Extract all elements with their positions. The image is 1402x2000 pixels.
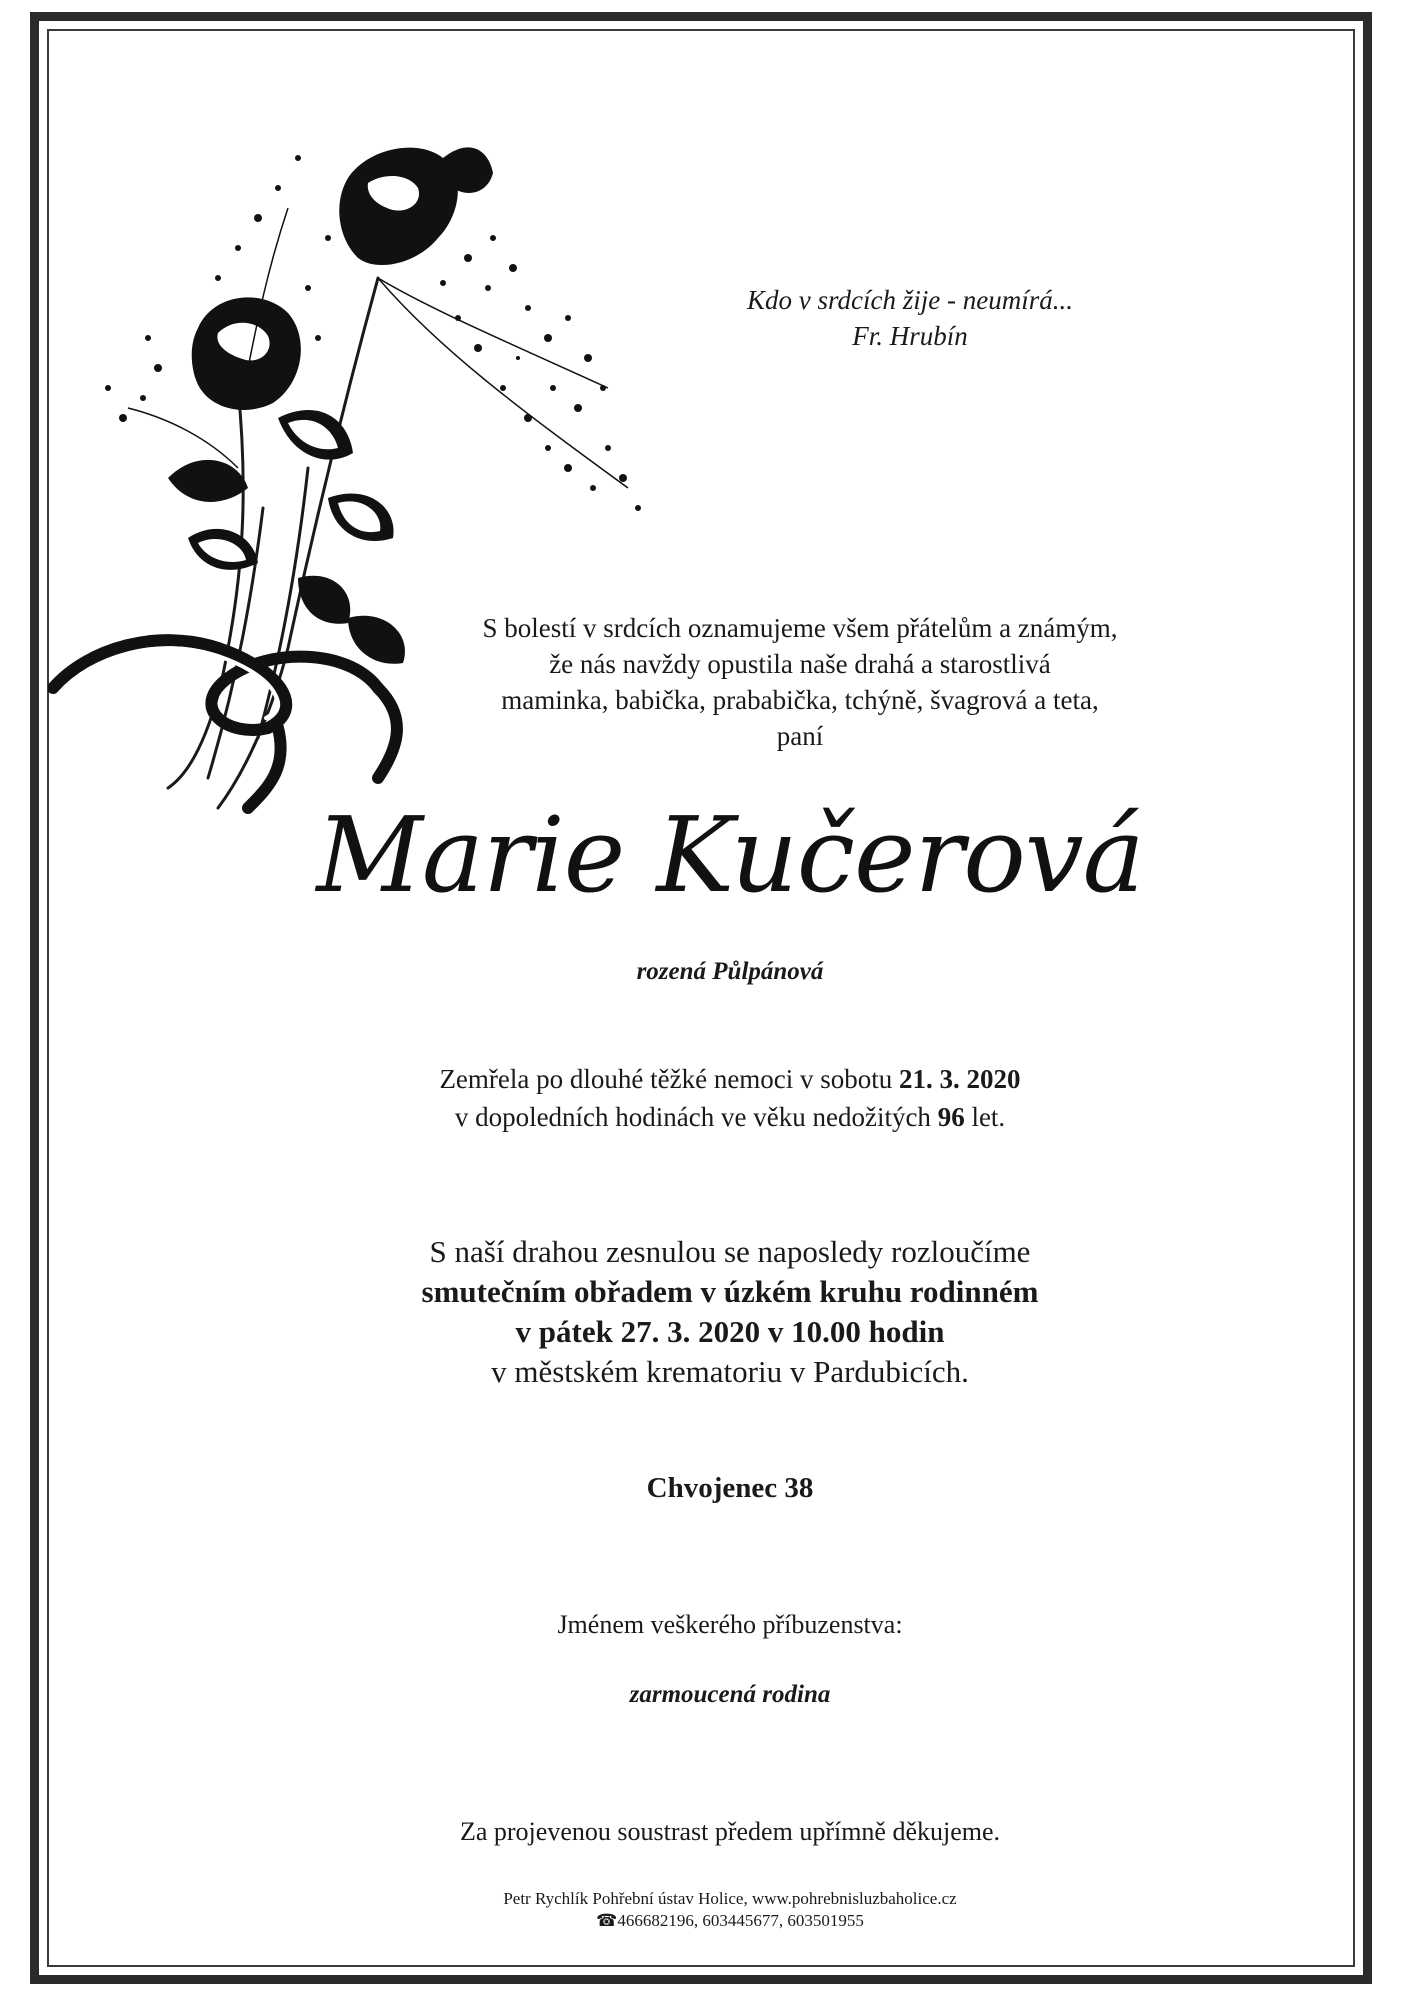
ceremony-line: S naší drahou zesnulou se naposledy rozloučíme — [429, 1234, 1031, 1269]
death-text: v dopoledních hodinách ve věku nedožitých — [454, 1102, 931, 1132]
announcement-line: S bolestí v srdcích oznamujeme všem přátelům a známým, — [482, 613, 1118, 643]
announcement-line: paní — [776, 721, 824, 751]
address: Chvojenec 38 — [646, 1472, 814, 1504]
footer-phones — [400, 1910, 1060, 1932]
ceremony-details — [300, 1232, 1160, 1392]
memorial-quote — [700, 282, 1120, 354]
footer-phone-numbers: 466682196, 603445677, 603501955 — [617, 1911, 864, 1930]
death-text: let. — [971, 1102, 1006, 1132]
funeral-service-footer — [400, 1888, 1060, 1932]
quote-text: Kdo v srdcích žije - neumírá... — [747, 285, 1073, 315]
footer-company: Petr Rychlík Pohřební ústav Holice, www.pohrebnisluzbaholice.cz — [503, 1889, 957, 1908]
ceremony-line: v městském krematoriu v Pardubicích. — [491, 1354, 969, 1389]
ceremony-line: v pátek 27. 3. 2020 v 10.00 hodin — [515, 1314, 945, 1349]
announcement-line: maminka, babička, prababička, tchýně, švagrová a teta, — [501, 685, 1099, 715]
behalf-line: Jménem veškerého příbuzenstva: — [557, 1610, 903, 1639]
phone-icon: ☎ — [596, 1911, 618, 1930]
death-line-2 — [340, 1098, 1120, 1136]
death-line-1 — [340, 1060, 1120, 1098]
maiden-name: rozená Půlpánová — [636, 958, 824, 985]
announcement-line: že nás navždy opustila naše drahá a starostlivá — [549, 649, 1051, 679]
death-text: Zemřela po dlouhé těžké nemoci v sobotu — [439, 1064, 893, 1094]
death-date: 21. 3. 2020 — [899, 1064, 1021, 1094]
announcement — [420, 610, 1180, 754]
deceased-name: Marie Kučerová — [316, 794, 1144, 916]
thanks-line: Za projevenou soustrast předem upřímně děkujeme. — [459, 1817, 1001, 1846]
ceremony-line: smutečním obřadem v úzkém kruhu rodinném — [421, 1274, 1039, 1309]
quote-author: Fr. Hrubín — [852, 321, 968, 351]
family-signature: zarmoucená rodina — [629, 1681, 831, 1708]
death-age: 96 — [937, 1102, 965, 1132]
death-details — [340, 1060, 1120, 1136]
